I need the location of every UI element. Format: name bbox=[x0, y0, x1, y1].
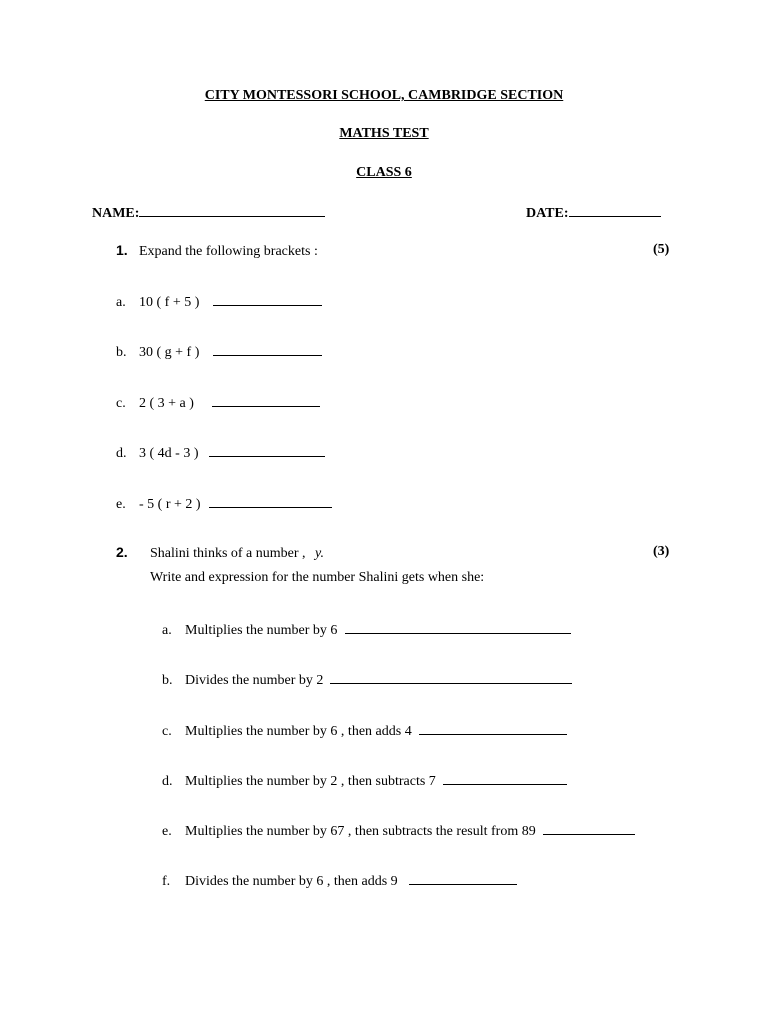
q2-answer-blank[interactable] bbox=[443, 771, 567, 785]
name-label: NAME: bbox=[92, 206, 140, 221]
question-1-marks: (5) bbox=[653, 242, 670, 257]
name-row bbox=[92, 203, 325, 222]
q1-item-e bbox=[116, 494, 332, 513]
q2-answer-blank[interactable] bbox=[330, 670, 572, 684]
q2-item-text: Multiplies the number by 6 bbox=[185, 623, 338, 638]
q2-item-b bbox=[162, 670, 572, 689]
q1-item-letter: a. bbox=[116, 295, 126, 310]
q1-answer-blank[interactable] bbox=[213, 292, 322, 306]
q2-item-text: Multiplies the number by 2 , then subtracts 7 bbox=[185, 774, 436, 789]
question-2-marks: (3) bbox=[653, 544, 670, 559]
q1-item-a bbox=[116, 292, 322, 311]
q1-answer-blank[interactable] bbox=[213, 342, 322, 356]
q1-item-letter: d. bbox=[116, 446, 127, 461]
q2-item-a bbox=[162, 620, 571, 639]
q2-answer-blank[interactable] bbox=[409, 871, 517, 885]
q1-item-letter: c. bbox=[116, 396, 126, 411]
q2-item-letter: f. bbox=[162, 874, 171, 889]
q2-item-letter: a. bbox=[162, 623, 172, 638]
q2-item-d bbox=[162, 771, 567, 790]
question-2-number: 2. bbox=[116, 544, 128, 560]
q1-item-expression: 10 ( f + 5 ) bbox=[139, 295, 200, 310]
q2-item-letter: e. bbox=[162, 824, 172, 839]
question-1-number: 1. bbox=[116, 242, 128, 258]
question-2-prompt: Shalini thinks of a number , bbox=[150, 546, 306, 561]
test-title: MATHS TEST bbox=[339, 126, 429, 141]
q2-item-e bbox=[162, 821, 635, 840]
date-field[interactable] bbox=[569, 203, 661, 217]
school-title: CITY MONTESSORI SCHOOL, CAMBRIDGE SECTION bbox=[204, 88, 564, 103]
q1-item-letter: e. bbox=[116, 497, 126, 512]
q1-item-expression: - 5 ( r + 2 ) bbox=[139, 497, 201, 512]
q2-answer-blank[interactable] bbox=[345, 620, 571, 634]
q2-item-text: Divides the number by 2 bbox=[185, 673, 324, 688]
q2-item-text: Multiplies the number by 67 , then subtracts the result from 89 bbox=[185, 824, 536, 839]
q1-answer-blank[interactable] bbox=[212, 393, 320, 407]
q1-item-expression: 3 ( 4d - 3 ) bbox=[139, 446, 199, 461]
question-1-heading bbox=[116, 242, 318, 260]
q2-item-letter: d. bbox=[162, 774, 173, 789]
class-title: CLASS 6 bbox=[356, 165, 412, 180]
q2-item-text: Multiplies the number by 6 , then adds 4 bbox=[185, 724, 412, 739]
date-row bbox=[526, 203, 661, 222]
date-label: DATE: bbox=[526, 206, 569, 221]
q2-item-letter: b. bbox=[162, 673, 173, 688]
q2-item-letter: c. bbox=[162, 724, 172, 739]
q2-answer-blank[interactable] bbox=[419, 721, 567, 735]
q1-answer-blank[interactable] bbox=[209, 443, 325, 457]
q2-item-text: Divides the number by 6 , then adds 9 bbox=[185, 874, 398, 889]
q2-answer-blank[interactable] bbox=[543, 821, 635, 835]
q1-item-d bbox=[116, 443, 325, 462]
q1-item-c bbox=[116, 393, 320, 412]
question-2-variable: y. bbox=[315, 546, 324, 561]
q1-item-expression: 2 ( 3 + a ) bbox=[139, 396, 194, 411]
q1-item-expression: 30 ( g + f ) bbox=[139, 345, 200, 360]
question-2-heading bbox=[116, 544, 324, 562]
question-2-subprompt: Write and expression for the number Shalini gets when she: bbox=[150, 570, 485, 585]
q1-item-letter: b. bbox=[116, 345, 127, 360]
q1-item-b bbox=[116, 342, 322, 361]
name-field[interactable] bbox=[139, 203, 325, 217]
q1-answer-blank[interactable] bbox=[209, 494, 332, 508]
question-1-prompt: Expand the following brackets : bbox=[139, 244, 318, 259]
q2-item-f bbox=[162, 871, 517, 890]
q2-item-c bbox=[162, 721, 567, 740]
